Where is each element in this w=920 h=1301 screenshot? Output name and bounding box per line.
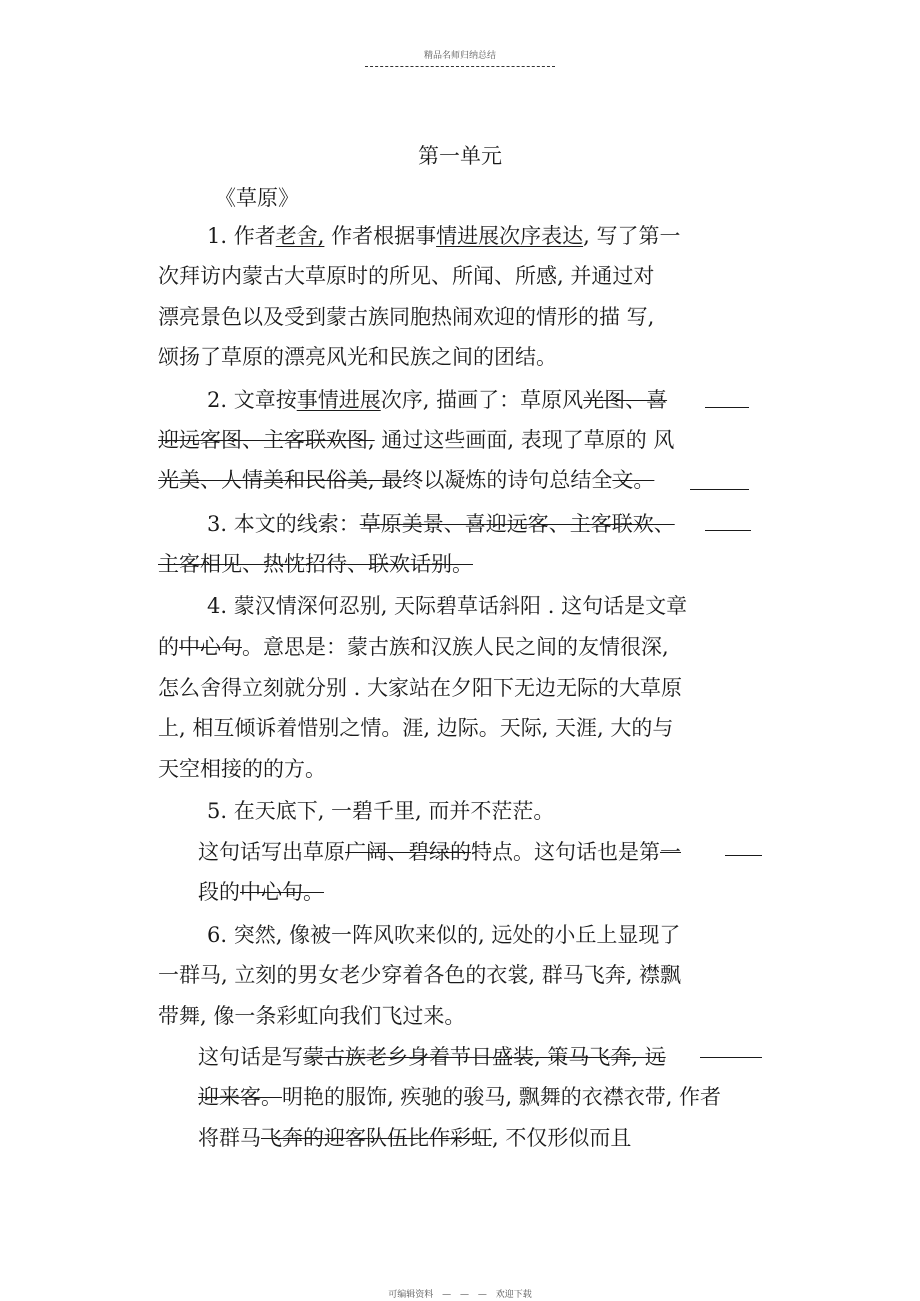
p6-line-4 [198,1042,666,1072]
page-header: 精品名师归纳总结 [423,51,496,61]
p4-line-1: 4. 蒙汉情深何忍别, 天际碧草话斜阳 . 这句话是文章 [207,594,688,618]
text-span: 将群马 [198,1126,261,1150]
p4-line-3: 怎么舍得立刻就分别 . 大家站在夕阳下无边无际的大草原 [158,676,683,700]
struck-text: 中心句 [179,635,242,659]
p5-line-1: 5. 在天底下, 一碧千里, 而并不茫茫。 [207,799,555,823]
struck-text: 蒙古族老乡身着节日盛装, 策马飞奔, 远 [303,1045,666,1069]
struck-text: 草原美景、喜迎远客、主客联欢、 [359,512,675,536]
fill-in-line [725,855,762,856]
struck-text: 中心句。 [240,880,324,904]
struck-text: 迎远客图、主客联欢图, [158,428,375,452]
p1-line-4: 颂扬了草原的漂亮风光和民族之间的团结。 [158,345,557,369]
p6-line-3: 带舞, 像一条彩虹向我们飞过来。 [158,1004,466,1028]
p2-line-3 [158,465,654,495]
unit-title: 第一单元 [418,144,502,168]
fill-in-line [705,407,749,408]
text-span: 次序, 描画了：草原风 [380,388,584,412]
struck-text: 迎来客。 [198,1085,282,1109]
p4-line-5: 天空相接的的方。 [158,757,326,781]
text-span: 通过这些画面, 表现了草原的 风 [374,428,675,452]
p6-line-1: 6. 突然, 像被一阵风吹来似的, 远处的小丘上显现了 [207,923,681,947]
p3-line-1 [207,509,675,539]
underlined-text: 老舍, [275,224,325,248]
text-span: 特点。这句话也是第 [471,840,660,864]
text-span: 1. 作者 [207,224,276,248]
header-dashed-rule [365,66,555,67]
p1-line-2: 次拜访内蒙古大草原时的所见、所闻、所感, 并通过对 [158,264,655,288]
struck-text: 飞奔的迎客队伍比作彩虹 [261,1126,492,1150]
p5-line-3 [198,877,324,907]
p3-line-2 [158,549,473,579]
text-span: 段的 [198,880,240,904]
text-span: 作者根据事 [324,224,437,248]
p6-line-6 [198,1123,631,1153]
p4-line-2 [158,632,669,662]
struck-text: 光美、人情美和民俗美, 最 [158,468,403,492]
p6-line-5 [198,1082,721,1112]
struck-text: 主客相见、热忱招待、联欢话别。 [158,552,473,576]
text-span: 这句话写出草原 [198,840,345,864]
text-span: 2. 文章按 [207,388,297,412]
fill-in-line [690,489,749,490]
fill-in-line [700,1057,762,1058]
struck-text: 文。 [612,468,655,492]
fill-in-line [705,530,751,531]
text-span: 3. 本文的线索： [207,512,360,536]
text-span: , 写了第一 [583,224,681,248]
underlined-text: 情进展次序表达 [436,224,584,248]
text-span: 的 [158,635,179,659]
p6-line-2: 一群马, 立刻的男女老少穿着各色的衣裳, 群马飞奔, 襟飘 [158,963,682,987]
p4-line-4: 上, 相互倾诉着惜别之情。涯, 边际。天际, 天涯, 大的与 [158,716,674,740]
text-span: 这句话是写 [198,1045,303,1069]
text-span: 明艳的服饰, 疾驰的骏马, 飘舞的衣襟衣带, 作者 [282,1085,722,1109]
p5-line-2 [198,837,681,867]
p2-line-1 [207,385,667,415]
text-span: 终以凝炼的诗句总结全 [402,468,613,492]
p1-line-3: 漂亮景色以及受到蒙古族同胞热闹欢迎的情形的描 写, [158,305,655,329]
p1-line-1 [207,221,680,251]
page-footer: 可编辑资料 — — — 欢迎下载 [388,1290,532,1300]
struck-text: 广阔、碧绿的 [345,840,471,864]
text-span: , 不仅形似而且 [492,1126,632,1150]
p2-line-2 [158,425,674,455]
underlined-text: 事情进展 [296,388,381,412]
lesson-title: 《草原》 [215,186,299,210]
struck-text: 一 [660,840,681,864]
text-span: 。意思是：蒙古族和汉族人民之间的友情很深, [242,635,669,659]
struck-text: 光图、喜 [583,388,668,412]
